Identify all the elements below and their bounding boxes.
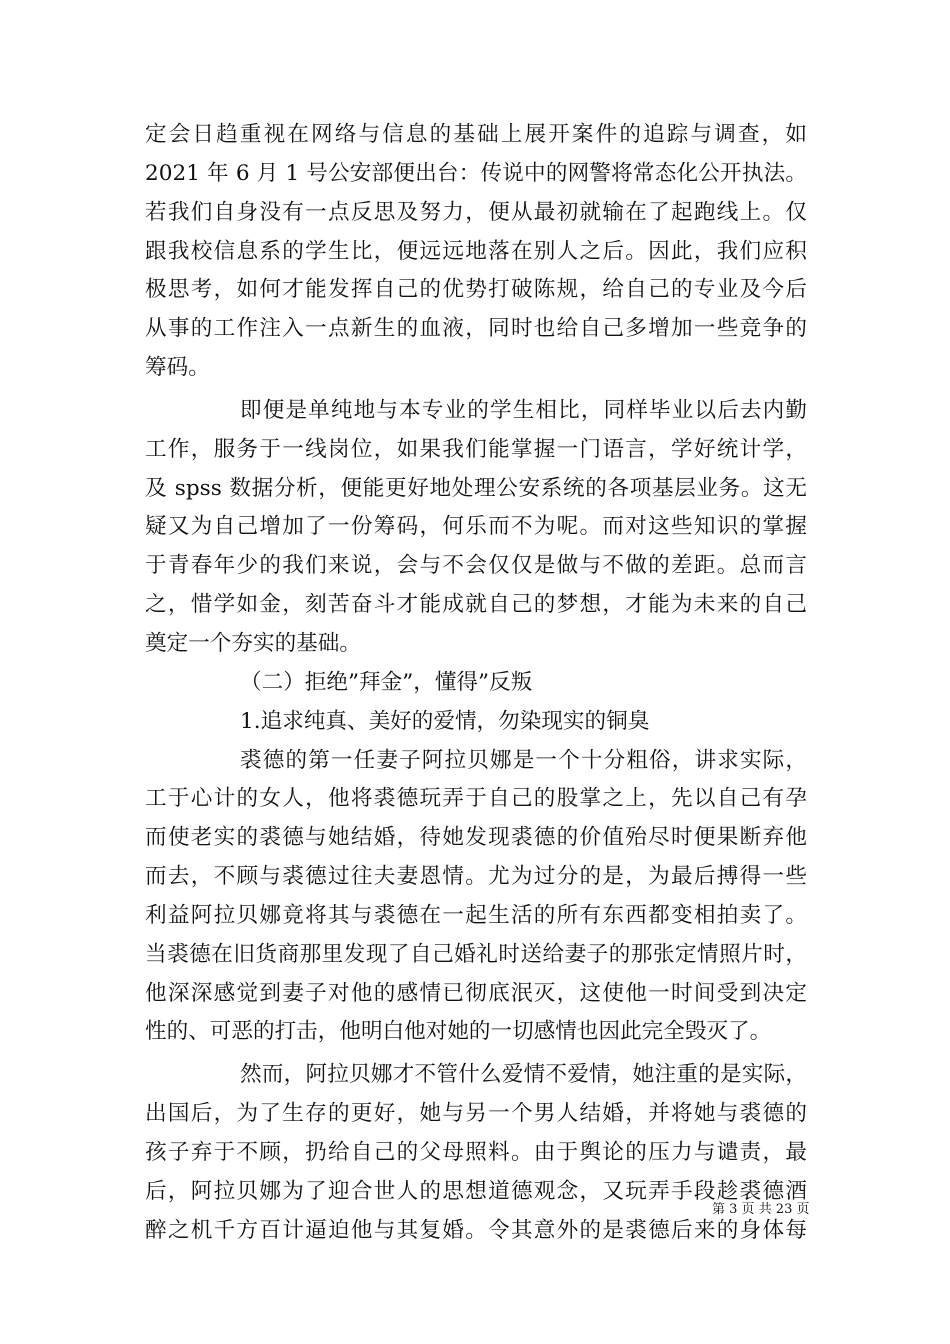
paragraph-first-line: 即便是单纯地与本专业的学生相比，同样毕业以后去内勤 bbox=[240, 397, 807, 423]
text-line: 醉之机千方百计逼迫他与其复婚。令其意外的是裘德后来的身体每 bbox=[145, 1217, 807, 1243]
page-number-footer: 第 3 页 共 23 页 bbox=[712, 1202, 810, 1217]
text-line: 利益阿拉贝娜竟将其与裘德在一起生活的所有东西都变相拍卖了。 bbox=[145, 902, 807, 928]
document-body bbox=[145, 116, 810, 1250]
text-line: 跟我校信息系的学生比，便远远地落在别人之后。因此，我们应积 bbox=[145, 238, 807, 264]
text-line: 定会日趋重视在网络与信息的基础上展开案件的追踪与调查，如 bbox=[145, 122, 807, 147]
text-line: 若我们自身没有一点反思及努力，便从最初就输在了起跑线上。仅 bbox=[145, 199, 807, 225]
text-line: 当裘德在旧货商那里发现了自己婚礼时送给妻子的那张定情照片时， bbox=[145, 941, 807, 967]
subsection-heading: 1.追求纯真、美好的爱情，勿染现实的铜臭 bbox=[240, 708, 650, 734]
text-line: 奠定一个夯实的基础。 bbox=[145, 630, 361, 656]
text-line: 工作，服务于一线岗位，如果我们能掌握一门语言，学好统计学， bbox=[145, 436, 807, 462]
text-line: 从事的工作注入一点新生的血液，同时也给自己多增加一些竞争的 bbox=[145, 316, 807, 342]
text-line: 工于心计的女人，他将裘德玩弄于自己的股掌之上，先以自己有孕 bbox=[145, 786, 807, 812]
paragraph-first-line: 然而，阿拉贝娜才不管什么爱情不爱情，她注重的是实际， bbox=[240, 1062, 807, 1088]
text-line: 性的、可恶的打击，他明白他对她的一切感情也因此完全毁灭了。 bbox=[145, 1019, 772, 1045]
section-heading: （二）拒绝”拜金”，懂得”反叛 bbox=[240, 669, 533, 695]
text-line: 于青春年少的我们来说，会与不会仅仅是做与不做的差距。总而言 bbox=[145, 553, 807, 579]
text-line: 疑又为自己增加了一份筹码，何乐而不为呢。而对这些知识的掌握 bbox=[145, 514, 807, 540]
text-line: 出国后，为了生存的更好，她与另一个男人结婚，并将她与裘德的 bbox=[145, 1101, 807, 1127]
text-line: 而使老实的裘德与她结婚，待她发现裘德的价值殆尽时便果断弃他 bbox=[145, 825, 807, 851]
paragraph-first-line: 裘德的第一任妻子阿拉贝娜是一个十分粗俗，讲求实际， bbox=[240, 747, 807, 773]
text-line: 他深深感觉到妻子对他的感情已彻底泯灭，这使他一时间受到决定 bbox=[145, 980, 807, 1006]
text-line: 极思考，如何才能发挥自己的优势打破陈规，给自己的专业及今后 bbox=[145, 277, 807, 303]
text-line: 之，惜学如金，刻苦奋斗才能成就自己的梦想，才能为未来的自己 bbox=[145, 592, 807, 618]
text-line: 后，阿拉贝娜为了迎合世人的思想道德观念，又玩弄手段趁裘德酒 bbox=[145, 1178, 807, 1204]
text-line: 而去，不顾与裘德过往夫妻恩情。尤为过分的是，为最后搏得一些 bbox=[145, 864, 807, 890]
text-line: 孩子弃于不顾，扔给自己的父母照料。由于舆论的压力与谴责，最 bbox=[145, 1139, 807, 1165]
text-line: 2021 年 6 月 1 号公安部便出台：传说中的网警将常态化公开执法。 bbox=[145, 160, 807, 186]
text-line: 及 spss 数据分析，便能更好地处理公安系统的各项基层业务。这无 bbox=[145, 475, 807, 501]
text-line: 筹码。 bbox=[145, 355, 210, 381]
